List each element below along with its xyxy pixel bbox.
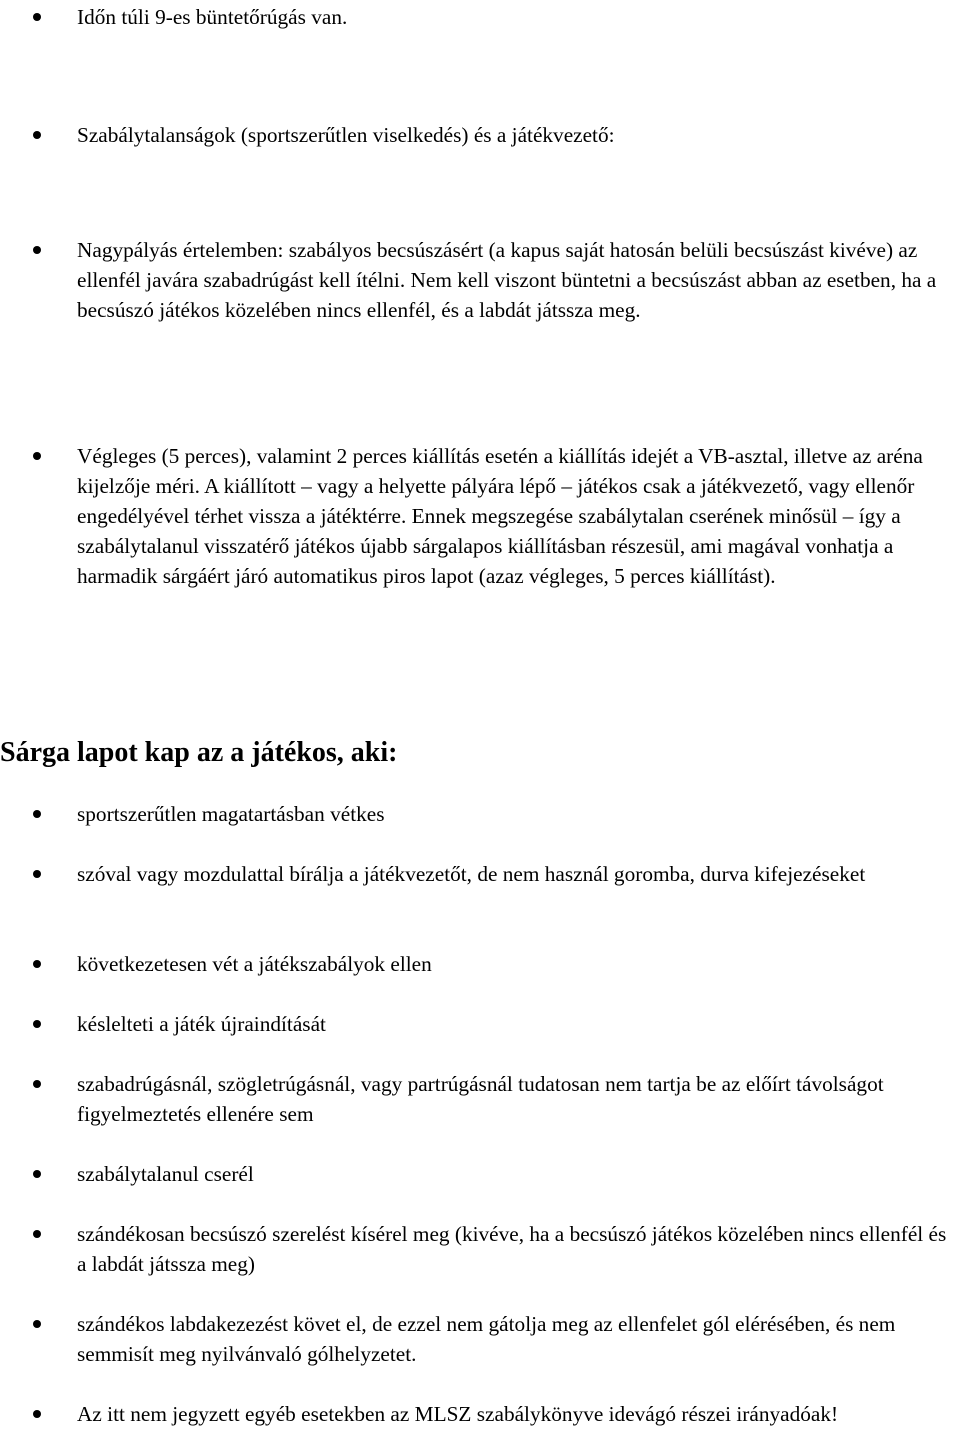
list-item bbox=[77, 1399, 960, 1429]
list-item-text: szándékosan becsúszó szerelést kísérel meg (kivéve, ha a becsúszó játékos közelében nincs ellenfél és a labdát játssza meg) bbox=[77, 1222, 947, 1276]
list-item bbox=[77, 799, 960, 829]
bullet-icon bbox=[33, 131, 41, 139]
list-item bbox=[77, 441, 960, 591]
bullet-icon bbox=[33, 13, 41, 21]
list-item-text: szándékos labdakezezést követ el, de ezzel nem gátolja meg az ellenfelet gól elérésében, és nem semmisít meg nyilvánvaló gólhelyzetet. bbox=[77, 1312, 896, 1366]
bullet-icon bbox=[33, 1170, 41, 1178]
list-item-text: szóval vagy mozdulattal bírálja a játékvezetőt, de nem használ goromba, durva kifejezéseket bbox=[77, 862, 866, 886]
bullet-icon bbox=[33, 1080, 41, 1088]
list-item bbox=[77, 1159, 960, 1189]
list-item-text: Szabálytalanságok (sportszerűtlen viselkedés) és a játékvezető: bbox=[77, 123, 615, 147]
section-heading: Sárga lapot kap az a játékos, aki: bbox=[0, 737, 398, 768]
list-item-text: Időn túli 9-es büntetőrúgás van. bbox=[77, 5, 348, 29]
list-item bbox=[77, 235, 960, 325]
bullet-icon bbox=[33, 960, 41, 968]
list-item-text: szabadrúgásnál, szögletrúgásnál, vagy partrúgásnál tudatosan nem tartja be az előírt távolságot figyelmeztetés ellenére sem bbox=[77, 1072, 884, 1126]
list-item bbox=[77, 859, 960, 889]
list-item-text: sportszerűtlen magatartásban vétkes bbox=[77, 802, 385, 826]
list-item-text: Az itt nem jegyzett egyéb esetekben az MLSZ szabálykönyve idevágó részei irányadóak! bbox=[77, 1402, 839, 1426]
bullet-icon bbox=[33, 246, 41, 254]
bullet-icon bbox=[33, 452, 41, 460]
bullet-icon bbox=[33, 1230, 41, 1238]
list-item bbox=[77, 120, 960, 150]
bullet-icon bbox=[33, 1320, 41, 1328]
list-item-text: Végleges (5 perces), valamint 2 perces kiállítás esetén a kiállítás idejét a VB-asztal, illetve az aréna kijelzője méri. A kiállított – vagy a helyette pályára lépő – játékos csak a játékvezető, vagy ellenőr engedélyével térhet vissza a játéktérre. Ennek megszegése szabálytalan cserének minősül – így a szabálytalanul visszatérő játékos újabb sárgalapos kiállításban részesül, ami magával vonhatja a harmadik sárgáért járó automatikus piros lapot (azaz végleges, 5 perces kiállítást). bbox=[77, 444, 923, 588]
list-item-text: Nagypályás értelemben: szabályos becsúszásért (a kapus saját hatosán belüli becsúszást kivéve) az ellenfél javára szabadrúgást kell ítélni. Nem kell viszont büntetni a becsúszást abban az esetben, ha a becsúszó játékos közelében nincs ellenfél, és a labdát játssza meg. bbox=[77, 238, 937, 322]
list-item-text: késlelteti a játék újraindítását bbox=[77, 1012, 326, 1036]
list-item bbox=[77, 2, 960, 32]
bullet-icon bbox=[33, 1020, 41, 1028]
list-item-text: következetesen vét a játékszabályok ellen bbox=[77, 952, 432, 976]
list-item bbox=[77, 1069, 960, 1129]
list-item-text: szabálytalanul cserél bbox=[77, 1162, 254, 1186]
bullet-icon bbox=[33, 810, 41, 818]
list-item bbox=[77, 1219, 960, 1279]
bullet-icon bbox=[33, 870, 41, 878]
list-item bbox=[77, 1009, 960, 1039]
list-item bbox=[77, 1309, 960, 1369]
bullet-icon bbox=[33, 1410, 41, 1418]
list-item bbox=[77, 949, 960, 979]
